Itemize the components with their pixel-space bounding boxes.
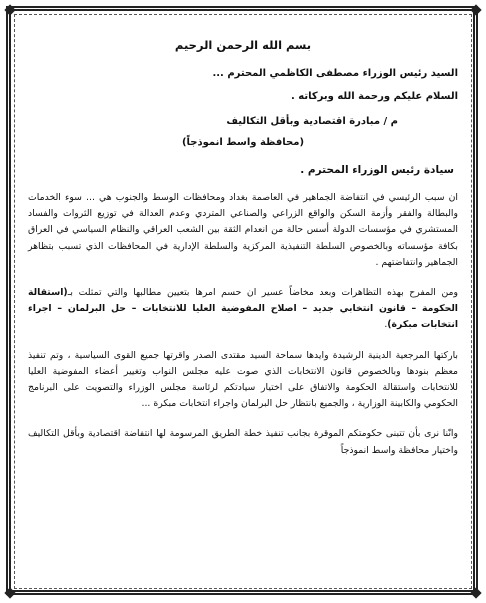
paragraph-2-start: ومن المفرح بهذه التظاهرات وبعد مخاضاً عسير ان حسم امرها بتعيين مطالبها والتي تمثلت بـ bbox=[67, 287, 458, 299]
salutation-line: سيادة رئيس الوزراء المحترم . bbox=[300, 164, 454, 176]
subject-note: (محافظة واسط انموذجاً) bbox=[181, 137, 305, 148]
greeting-line: السلام عليكم ورحمة الله وبركاته . bbox=[291, 91, 458, 102]
demands-text: (استقالة الحكومة – قانون انتخابي جديد – اصلاح المفوضية العليا للانتخابات – حل البرلمان – اجراء انتخابات مبكرة) bbox=[28, 287, 458, 331]
addressee-line: السيد رئيس الوزراء مصطفى الكاظمي المحترم ... bbox=[212, 68, 458, 79]
paragraph-2-end: . bbox=[384, 319, 388, 331]
paragraph-3: باركتها المرجعية الدينية الرشيدة وايدها سماحة السيد مقتدى الصدر واقرتها جميع القوى السياسية ، وتم تنفيذ معظم بنودها وبالخصوص قانون الانتخابات الذي صوت عليه مجلس النواب وتغيير أعضاء المفوضية العليا للانتخابات واستقالة الحكومة والاتفاق على اختيار سيادتكم لرئاسة مجلس الوزراء والتصويت على البرنامج الحكومي والكابينة الوزارية ، والجميع بانتظار حل البرلمان واجراء انتخابات مبكرة ... bbox=[28, 349, 458, 410]
letter-body bbox=[28, 38, 458, 585]
paragraph-1: ان سبب الرئيسي في انتفاضة الجماهير في العاصمة بغداد ومحافظات الوسط والجنوب هي ... سوء الخدمات والبطالة والفقر وأزمة السكن والواقع الزراعي والصناعي المتردي وعدم العدالة في توزيع الثروات والفساد المستشري في مؤسسات الدولة أسس حالة من انعدام الثقة بين الشعب العراقي والنظام السياسي في العراق بكافة مؤسساته وبالخصوص السلطة التنفيذية المركزية والسلطة الإدارية في المحافظات الذي تسبب بتظاهر الجماهير وانتفاضتهم . bbox=[28, 192, 458, 268]
paragraph-4: وانّنا نرى بأن تتبنى حكومتكم الموقرة بجانب تنفيذ خطة الطريق المرسومة لها انتفاضة اقتصادية وبأقل التكاليف واختيار محافظة واسط انموذجاً bbox=[28, 428, 458, 456]
bismillah-heading: بسم الله الرحمن الرحيم bbox=[174, 38, 312, 52]
subject-line: م / مبادرة اقتصادية وبأقل التكاليف bbox=[226, 116, 398, 127]
paragraph-2 bbox=[28, 285, 458, 334]
